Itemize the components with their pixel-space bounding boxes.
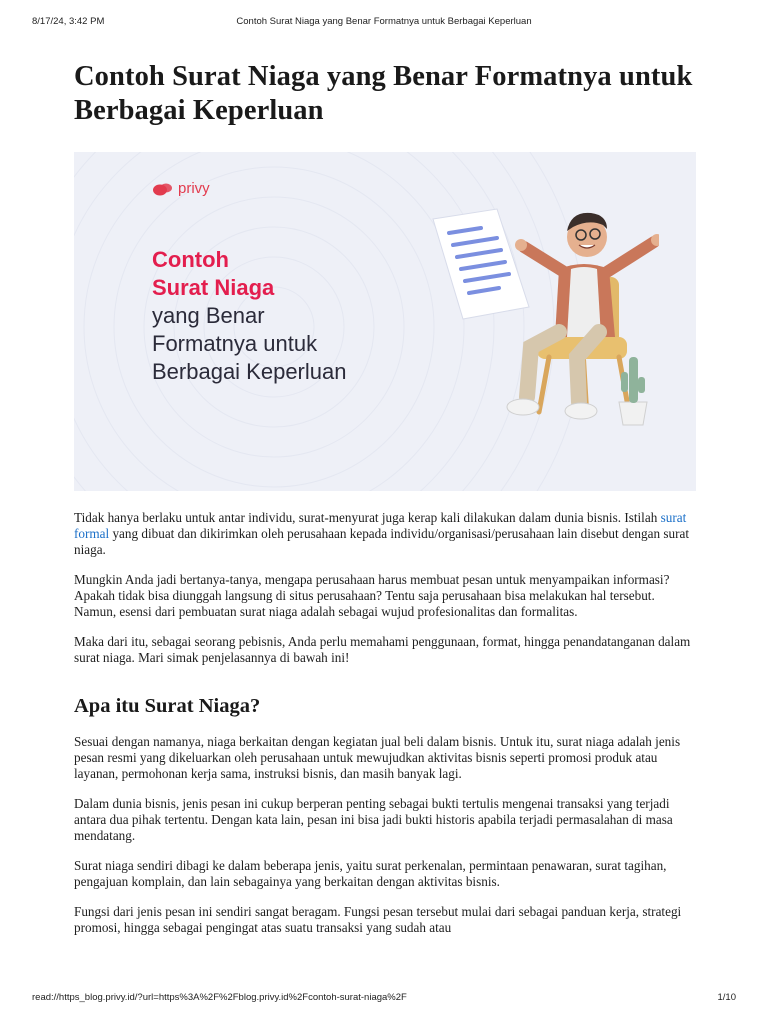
section-heading: Apa itu Surat Niaga? — [74, 695, 261, 717]
print-footer — [32, 992, 736, 1006]
print-document-title: Contoh Surat Niaga yang Benar Formatnya untuk Berbagai Keperluan — [236, 16, 532, 27]
privy-logo-icon — [152, 182, 174, 196]
hero-headline-dark-1: yang Benar — [152, 303, 265, 328]
article-content — [74, 60, 696, 950]
hero-image — [74, 152, 696, 491]
paragraph-section-4: Fungsi dari jenis pesan ini sendiri sangat beragam. Fungsi pesan tersebut mulai dari sebagai panduan kerja, strategi promosi, hingga sebagai pengingat atas suatu transaksi yang sudah atau — [74, 904, 682, 935]
hero-headline-red-1: Contoh — [152, 247, 229, 272]
hero-headline-red-2: Surat Niaga — [152, 275, 275, 300]
paragraph-section-3: Surat niaga sendiri dibagi ke dalam beberapa jenis, yaitu surat perkenalan, permintaan penawaran, surat tagihan, pengajuan komplain, dan lain sebagainya yang berkaitan dengan aktivitas bisnis. — [74, 858, 667, 889]
document-sheet-icon — [433, 209, 529, 319]
print-header — [32, 16, 736, 30]
article-title: Contoh Surat Niaga yang Benar Formatnya untuk Berbagai Keperluan — [74, 61, 693, 126]
article-body — [74, 510, 696, 936]
paragraph-intro-1-text-a: Tidak hanya berlaku untuk antar individu, surat-menyurat juga kerap kali dilakukan dalam dunia bisnis. Istilah — [74, 510, 661, 525]
paragraph-section-2: Dalam dunia bisnis, jenis pesan ini cukup berperan penting sebagai bukti tertulis mengenai transaksi yang terjadi antara dua pihak tertentu. Dengan kata lain, pesan ini bisa jadi bukti historis apabila terjadi permasalahan di masa mendatang. — [74, 796, 673, 843]
hero-headline-dark-2: Formatnya untuk — [152, 331, 318, 356]
hero-headline — [152, 246, 346, 386]
paragraph-intro-1-text-b: yang dibuat dan dikirimkan oleh perusahaan kepada individu/organisasi/perusahaan lain disebut dengan surat niaga. — [74, 526, 690, 557]
privy-logo-text: privy — [178, 180, 210, 197]
print-timestamp: 8/17/24, 3:42 PM — [32, 16, 105, 27]
print-url: read://https_blog.privy.id/?url=https%3A%2F%2Fblog.privy.id%2Fcontoh-surat-niaga%2F — [32, 992, 407, 1003]
privy-logo — [152, 180, 210, 197]
hero-illustration-person-chair — [419, 197, 659, 447]
paragraph-intro-3: Maka dari itu, sebagai seorang pebisnis, Anda perlu memahami penggunaan, format, hingga penandatanganan dalam surat niaga. Mari simak penjelasannya di bawah ini! — [74, 634, 691, 665]
surat-formal-link[interactable]: surat formal — [74, 510, 687, 541]
hero-headline-dark-3: Berbagai Keperluan — [152, 359, 347, 384]
paragraph-section-1: Sesuai dengan namanya, niaga berkaitan dengan kegiatan jual beli dalam bisnis. Untuk itu, surat niaga adalah jenis pesan resmi yang dikeluarkan oleh perusahaan untuk mewujudkan aktivitas bisnis seperti promosi produk atau layanan, permohonan kerja sama, instruksi bisnis, dan masih banyak lagi. — [74, 734, 681, 781]
print-page-number: 1/10 — [717, 992, 736, 1003]
paragraph-intro-1 — [74, 510, 696, 558]
paragraph-intro-2: Mungkin Anda jadi bertanya-tanya, mengapa perusahaan harus membuat pesan untuk menyampaikan informasi? Apakah tidak bisa diunggah langsung di situs perusahaan? Tentu saja perusahaan bisa melakukan hal tersebut. Namun, esensi dari pembuatan surat niaga adalah sebagai wujud profesionalitas dan formalitas. — [74, 572, 670, 619]
